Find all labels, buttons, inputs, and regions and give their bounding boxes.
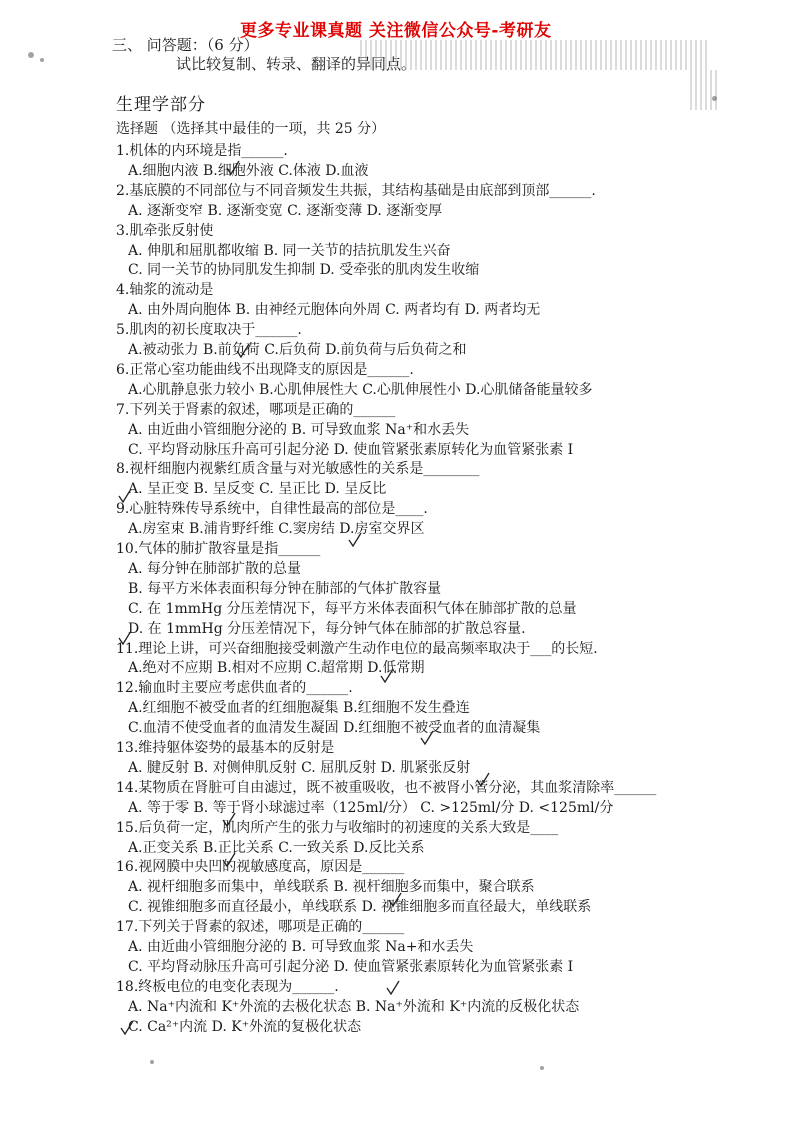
physiology-title: 生理学部分 (116, 95, 206, 115)
answer-options: A. 逐渐变窄 B. 逐渐变宽 C. 逐渐变薄 D. 逐渐变厚 (128, 203, 443, 219)
scan-noise (540, 1066, 544, 1070)
answer-options: A. 等于零 B. 等于肾小球滤过率（125ml/分） C. >125ml/分 D. <125ml/分 (128, 800, 614, 816)
scan-noise (690, 70, 720, 110)
question-line: 16.视网膜中央凹的视敏感度高，原因是______ (116, 859, 405, 875)
answer-options: C. 在 1mmHg 分压差情况下，每平方米体表面积气体在肺部扩散的总量 (128, 601, 577, 617)
question-line: 10.气体的肺扩散容量是指______ (116, 541, 321, 557)
answer-options: A. 由近曲小管细胞分泌的 B. 可导致血浆 Na⁺和水丢失 (128, 422, 470, 438)
scan-noise (150, 1060, 154, 1064)
section3-heading: 三、 问答题：（6 分） (112, 36, 259, 54)
instructions: 选择题 （选择其中最佳的一项，共 25 分） (116, 121, 386, 137)
check-mark-icon (388, 892, 402, 908)
answer-options: A.正变关系 B.正比关系 C.一致关系 D.反比关系 (128, 840, 425, 856)
question-line: 1.机体的内环境是指______. (116, 143, 288, 159)
question-line: 13.维持躯体姿势的最基本的反射是 (116, 740, 335, 756)
answer-options: D. 在 1mmHg 分压差情况下，每分钟气体在肺部的扩散总容量. (128, 621, 526, 637)
answer-options: C. 同一关节的协同肌发生抑制 D. 受牵张的肌肉发生收缩 (128, 262, 480, 278)
question-line: 15.后负荷一定，肌肉所产生的张力与收缩时的初速度的关系大致是____ (116, 820, 559, 836)
answer-options: A. 伸肌和屈肌都收缩 B. 同一关节的拮抗肌发生兴奋 (128, 243, 451, 259)
question-line: 17.下列关于肾素的叙述，哪项是正确的______ (116, 919, 405, 935)
check-mark-icon (476, 772, 490, 788)
answer-options: A. 每分钟在肺部扩散的总量 (128, 561, 302, 577)
question-line: 12.输血时主要应考虑供血者的______. (116, 680, 353, 696)
question-line: 14.某物质在肾脏可自由滤过，既不被重吸收，也不被肾小管分泌，其血浆清除率______ (116, 780, 657, 796)
answer-options: C. 视锥细胞多而直径最小，单线联系 D. 视锥细胞多而直径最大，单线联系 (128, 899, 592, 915)
question-line: 18.终板电位的电变化表现为______. (116, 979, 339, 995)
promo-banner: 更多专业课真题 关注微信公众号-考研友 (240, 21, 552, 41)
question-line: 4.轴浆的流动是 (116, 282, 214, 298)
question-line: 6.正常心室功能曲线不出现降支的原因是______. (116, 362, 414, 378)
question-line: 3.肌牵张反射使 (116, 223, 214, 239)
scan-noise (712, 96, 717, 101)
answer-options: C. 平均肾动脉压升高可引起分泌 D. 使血管紧张素原转化为血管紧张素 I (128, 959, 574, 975)
check-mark-icon (386, 980, 400, 996)
answer-options: A.绝对不应期 B.相对不应期 C.超常期 D.低常期 (128, 660, 425, 676)
scan-noise (28, 52, 34, 58)
scan-noise (40, 58, 44, 62)
question-line: 11.理论上讲，可兴奋细胞接受刺激产生动作电位的最高频率取决于___的长短. (116, 641, 598, 657)
answer-options: A.被动张力 B.前负荷 C.后负荷 D.前负荷与后负荷之和 (128, 342, 467, 358)
question-line: 9.心脏特殊传导系统中，自律性最高的部位是____. (116, 501, 428, 517)
question-line: 5.肌肉的初长度取决于______. (116, 322, 302, 338)
answer-options: A. 呈正变 B. 呈反变 C. 呈正比 D. 呈反比 (128, 481, 387, 497)
answer-options: A. Na⁺内流和 K⁺外流的去极化状态 B. Na⁺外流和 K⁺内流的反极化状态 (128, 999, 580, 1015)
check-mark-icon (222, 812, 236, 828)
check-mark-icon (380, 668, 394, 684)
section3-question: 试比较复制、转录、翻译的异同点。 (176, 55, 417, 73)
answer-options: C. 平均肾动脉压升高可引起分泌 D. 使血管紧张素原转化为血管紧张素 I (128, 442, 574, 458)
answer-options: A.细胞内液 B.细胞外液 C.体液 D.血液 (128, 163, 369, 179)
answer-options: A.心肌静息张力较小 B.心肌伸展性大 C.心肌伸展性小 D.心肌储备能量较多 (128, 382, 593, 398)
answer-options: B. 每平方米体表面积每分钟在肺部的气体扩散容量 (128, 581, 442, 597)
check-mark-icon (222, 852, 236, 868)
answer-options: C. Ca²⁺内流 D. K⁺外流的复极化状态 (128, 1019, 362, 1035)
answer-options: A. 视杆细胞多而集中，单线联系 B. 视杆细胞多而集中，聚合联系 (128, 879, 535, 895)
check-mark-icon (236, 343, 250, 359)
answer-options: A.红细胞不被受血者的红细胞凝集 B.红细胞不发生叠连 (128, 700, 470, 716)
check-mark-icon (348, 532, 362, 548)
answer-options: A. 由外周向胞体 B. 由神经元胞体向外周 C. 两者均有 D. 两者均无 (128, 302, 541, 318)
check-mark-icon (226, 160, 240, 176)
answer-options: C.血清不使受血者的血清发生凝固 D.红细胞不被受血者的血清凝集 (128, 720, 541, 736)
check-mark-icon (120, 1020, 134, 1036)
question-line: 8.视杆细胞内视紫红质含量与对光敏感性的关系是________ (116, 461, 480, 477)
answer-options: A. 腱反射 B. 对侧伸肌反射 C. 屈肌反射 D. 肌紧张反射 (128, 760, 471, 776)
answer-options: A.房室束 B.浦肯野纤维 C.窦房结 D.房室交界区 (128, 521, 425, 537)
check-mark-icon (118, 488, 132, 504)
question-line: 2.基底膜的不同部位与不同音频发生共振，其结构基础是由底部到顶部______. (116, 183, 596, 199)
answer-options: A. 由近曲小管细胞分泌的 B. 可导致血浆 Na+和水丢失 (128, 939, 474, 955)
scan-noise (360, 40, 710, 70)
check-mark-icon (118, 630, 132, 646)
check-mark-icon (420, 730, 434, 746)
question-line: 7.下列关于肾素的叙述，哪项是正确的______ (116, 402, 396, 418)
